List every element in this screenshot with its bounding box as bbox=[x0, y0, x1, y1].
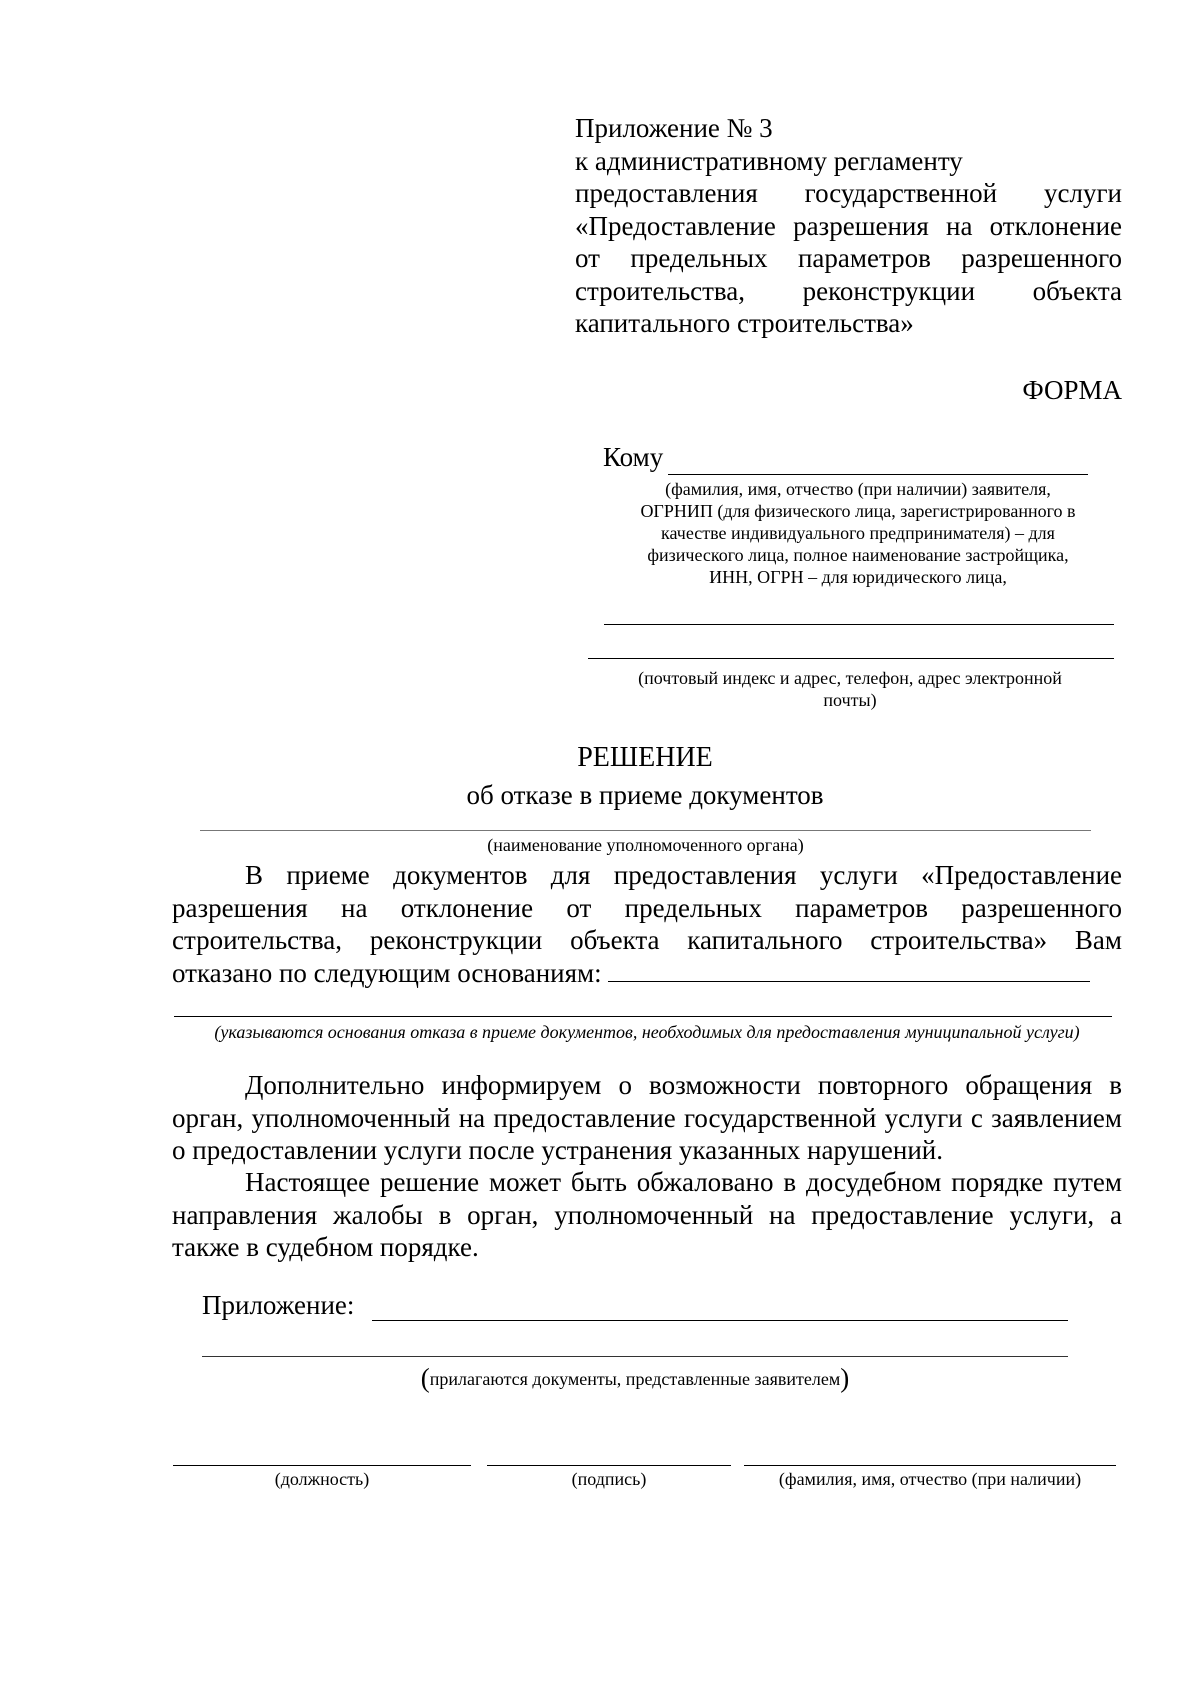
position-field[interactable] bbox=[173, 1465, 471, 1466]
attachments-field-2[interactable] bbox=[202, 1356, 1068, 1357]
appeal-paragraph: Настоящее решение может быть обжаловано в досудебном порядке путем направления жалобы в орган, уполномоченный на предоставление услуги, а также в судебном порядке. bbox=[172, 1167, 1122, 1262]
refusal-reasons-field[interactable] bbox=[608, 959, 1090, 982]
authority-name-field[interactable] bbox=[200, 830, 1091, 831]
full-name-field[interactable] bbox=[744, 1465, 1116, 1466]
attachments-field[interactable] bbox=[372, 1320, 1068, 1321]
appendix-line: к административному регламенту bbox=[575, 145, 963, 176]
signature-caption: (подпись) bbox=[571, 1469, 647, 1489]
paren-open: ( bbox=[420, 1363, 430, 1393]
recipient-name-field[interactable] bbox=[668, 474, 1088, 475]
appendix-number: Приложение № 3 bbox=[575, 113, 773, 143]
caption-line: (фамилия, имя, отчество (при наличии) заявителя, bbox=[665, 479, 1051, 499]
decision-subtitle: об отказе в приеме документов bbox=[466, 780, 824, 810]
caption-line: (почтовый индекс и адрес, телефон, адрес электронной bbox=[638, 668, 1062, 688]
recipient-caption bbox=[588, 478, 1128, 588]
refusal-text: В приеме документов для предоставления услуги «Предоставление разрешения на отклонение от предельных параметров разрешенного строительства, реконструкции объекта капитального строительства» Вам отказано по следующим основаниям: bbox=[172, 860, 1122, 988]
authority-caption: (наименование уполномоченного органа) bbox=[487, 835, 804, 855]
appendix-line: капитального строительства» bbox=[575, 308, 914, 338]
additional-info-paragraph: Дополнительно информируем о возможности повторного обращения в орган, уполномоченный на предоставление государственной услуги с заявлением о предоставлении услуги после устранения указанных нарушений. bbox=[172, 1070, 1122, 1165]
caption-line: почты) bbox=[823, 690, 877, 710]
reasons-caption: (указываются основания отказа в приеме документов, необходимых для предоставления муниципальной услуги) bbox=[214, 1022, 1080, 1042]
appendix-line: строительства, реконструкции объекта bbox=[575, 275, 1122, 306]
address-caption bbox=[590, 667, 1110, 711]
attachments-caption-text: прилагаются документы, представленные заявителем bbox=[429, 1369, 841, 1389]
caption-line: физического лица, полное наименование застройщика, bbox=[647, 545, 1069, 565]
appendix-header bbox=[575, 112, 1122, 340]
appendix-line: «Предоставление разрешения на отклонение bbox=[575, 210, 1122, 241]
refusal-reasons-field-2[interactable] bbox=[174, 1016, 1112, 1017]
position-caption: (должность) bbox=[274, 1469, 370, 1489]
recipient-address-field[interactable] bbox=[588, 658, 1114, 659]
full-name-caption: (фамилия, имя, отчество (при наличии) bbox=[778, 1469, 1082, 1489]
attachments-label: Приложение: bbox=[202, 1290, 355, 1320]
recipient-label: Кому bbox=[603, 442, 664, 472]
refusal-paragraph bbox=[172, 859, 1122, 989]
recipient-details-field[interactable] bbox=[604, 624, 1114, 625]
appendix-line: предоставления государственной услуги bbox=[575, 178, 1122, 208]
signature-field[interactable] bbox=[487, 1465, 731, 1466]
attachments-caption bbox=[200, 1363, 1070, 1394]
paren-close: ) bbox=[840, 1363, 850, 1393]
caption-line: качестве индивидуального предпринимателя) – для bbox=[661, 523, 1055, 543]
appendix-line: от предельных параметров разрешенного bbox=[575, 243, 1122, 273]
caption-line: ОГРНИП (для физического лица, зарегистрированного в bbox=[640, 501, 1076, 521]
caption-line: ИНН, ОГРН – для юридического лица, bbox=[709, 567, 1007, 587]
form-label: ФОРМА bbox=[1022, 375, 1122, 405]
decision-title: РЕШЕНИЕ bbox=[577, 742, 713, 773]
